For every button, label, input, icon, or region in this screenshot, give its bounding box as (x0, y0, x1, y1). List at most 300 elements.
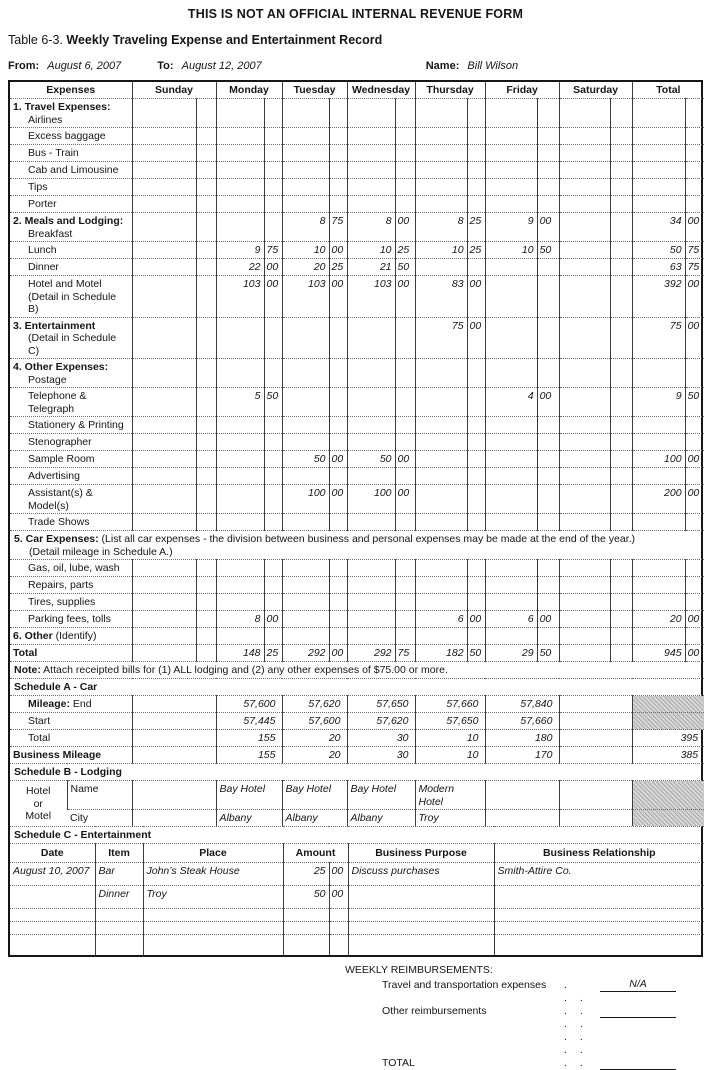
amount-cell: 50 (347, 451, 395, 468)
entertainment-cell (143, 922, 283, 935)
amount-cell (132, 276, 196, 318)
cents-cell (196, 560, 216, 577)
schedule-a-label: Total (10, 730, 132, 747)
amount-cell (485, 179, 537, 196)
expense-row (10, 628, 704, 645)
amount-cell (132, 128, 196, 145)
amount-cell (632, 628, 685, 645)
cents-cell (610, 162, 632, 179)
amount-cell (559, 388, 610, 417)
cents-cell (196, 645, 216, 662)
amount-cell: 8 (347, 213, 395, 242)
mileage-cell (132, 730, 216, 747)
mileage-cell: 20 (282, 730, 347, 747)
amount-cell (216, 434, 264, 451)
cents-cell (467, 514, 485, 531)
expense-row (10, 417, 704, 434)
schedule-b-row-label: City (67, 810, 132, 827)
amount-cell (347, 317, 395, 359)
expense-header-row (10, 82, 704, 99)
cents-cell (537, 317, 559, 359)
amount-cell (632, 468, 685, 485)
cents-cell (196, 99, 216, 128)
cents-cell (395, 577, 415, 594)
column-header: Place (143, 844, 283, 863)
amount-cell (485, 485, 537, 514)
entertainment-cell: Dinner (95, 886, 143, 909)
to-field (157, 60, 261, 72)
cents-cell: 00 (537, 213, 559, 242)
amount-cell (415, 577, 467, 594)
entertainment-cell (95, 935, 143, 956)
amount-cell (282, 417, 329, 434)
to-value: August 12, 2007 (181, 60, 262, 72)
entertainment-cell (283, 935, 329, 956)
amount-cell (485, 451, 537, 468)
lodging-cell: Albany (282, 810, 347, 827)
cents-cell (329, 468, 347, 485)
reimbursement-line (382, 992, 711, 1018)
amount-cell: 8 (415, 213, 467, 242)
cents-cell (264, 628, 282, 645)
amount-cell (282, 468, 329, 485)
column-header: Saturday (559, 82, 632, 99)
expense-label: Advertising (10, 468, 132, 485)
schedule-a-row (10, 696, 704, 713)
cents-cell (196, 162, 216, 179)
amount-cell (485, 628, 537, 645)
amount-cell (415, 434, 467, 451)
amount-cell (132, 388, 196, 417)
amount-cell (632, 434, 685, 451)
column-header: Date (10, 844, 95, 863)
expense-row (10, 276, 704, 318)
mileage-cell: 57,840 (485, 696, 559, 713)
cents-cell (610, 196, 632, 213)
expense-row (10, 468, 704, 485)
amount-cell (347, 577, 395, 594)
mileage-cell (559, 713, 632, 730)
expense-label: Cab and Limousine (10, 162, 132, 179)
mileage-cell: 57,660 (415, 696, 485, 713)
cents-cell (467, 628, 485, 645)
amount-cell: 34 (632, 213, 685, 242)
schedule-b-row (10, 781, 704, 810)
amount-cell (216, 594, 264, 611)
expense-label: Excess baggage (10, 128, 132, 145)
expense-label: Note: Attach receipted bills for (1) ALL lodging and (2) any other expenses of $75.00 or more. (10, 662, 704, 679)
entertainment-cell (348, 935, 494, 956)
amount-cell (347, 611, 395, 628)
amount-cell (216, 179, 264, 196)
entertainment-cell (494, 922, 704, 935)
expense-label: 5. Car Expenses: (List all car expenses - the division between business and personal expenses may be made at the end of the year.) (Detail mileage in Schedule A.) (10, 531, 704, 560)
cents-cell: 00 (467, 611, 485, 628)
cents-cell (395, 99, 415, 128)
amount-cell: 8 (282, 213, 329, 242)
expense-row (10, 594, 704, 611)
amount-cell (632, 514, 685, 531)
name-value: Bill Wilson (467, 60, 519, 72)
amount-cell: 292 (347, 645, 395, 662)
mileage-cell: 57,600 (216, 696, 282, 713)
mileage-cell: 170 (485, 747, 559, 764)
amount-cell (415, 485, 467, 514)
cents-cell (610, 359, 632, 388)
expense-label: 4. Other Expenses: Postage (10, 359, 132, 388)
expense-label: Stenographer (10, 434, 132, 451)
expense-row (10, 213, 704, 242)
cents-cell (329, 162, 347, 179)
amount-cell (485, 434, 537, 451)
cents-cell (537, 577, 559, 594)
cents-cell (537, 259, 559, 276)
entertainment-cell: 00 (329, 863, 348, 886)
mileage-cell: 57,620 (347, 713, 415, 730)
cents-cell (537, 162, 559, 179)
entertainment-row (10, 863, 704, 886)
entertainment-cell (143, 909, 283, 922)
expense-row (10, 514, 704, 531)
amount-cell: 182 (415, 645, 467, 662)
amount-cell (559, 514, 610, 531)
cents-cell: 00 (264, 276, 282, 318)
lodging-cell (132, 810, 216, 827)
cents-cell: 00 (329, 645, 347, 662)
disclaimer-banner: THIS IS NOT AN OFFICIAL INTERNAL REVENUE FORM (187, 7, 524, 21)
amount-cell (132, 434, 196, 451)
cents-cell (685, 628, 704, 645)
cents-cell (685, 560, 704, 577)
cents-cell: 75 (685, 242, 704, 259)
cents-cell (610, 99, 632, 128)
schedule-b-header (10, 764, 704, 781)
cents-cell (610, 468, 632, 485)
amount-cell: 292 (282, 645, 329, 662)
amount-cell (347, 128, 395, 145)
amount-cell (559, 317, 610, 359)
amount-cell (632, 577, 685, 594)
amount-cell (347, 359, 395, 388)
expense-row (10, 128, 704, 145)
cents-cell: 75 (685, 259, 704, 276)
cents-cell (537, 514, 559, 531)
amount-cell (282, 145, 329, 162)
cents-cell (537, 276, 559, 318)
column-header: Sunday (132, 82, 216, 99)
expense-label: Porter (10, 196, 132, 213)
amount-cell: 10 (282, 242, 329, 259)
amount-cell: 100 (282, 485, 329, 514)
amount-cell (347, 468, 395, 485)
cents-cell (395, 417, 415, 434)
cents-cell (264, 179, 282, 196)
entertainment-cell (348, 886, 494, 909)
hotel-or-motel-label: Hotel or Motel (10, 781, 67, 827)
amount-cell (415, 145, 467, 162)
cents-cell (264, 128, 282, 145)
entertainment-cell: Discuss purchases (348, 863, 494, 886)
entertainment-cell (329, 935, 348, 956)
amount-cell (132, 317, 196, 359)
amount-cell (216, 162, 264, 179)
expense-row (10, 531, 704, 560)
column-header: Expenses (46, 84, 96, 96)
cents-cell (467, 359, 485, 388)
cents-cell (467, 145, 485, 162)
cents-cell (264, 162, 282, 179)
cents-cell (537, 485, 559, 514)
entertainment-cell (329, 909, 348, 922)
amount-cell (216, 485, 264, 514)
expense-row (10, 259, 704, 276)
cents-cell: 00 (685, 611, 704, 628)
lodging-cell: Bay Hotel (347, 781, 415, 810)
amount-cell (216, 99, 264, 128)
amount-cell (132, 162, 196, 179)
amount-cell: 103 (347, 276, 395, 318)
cents-cell (395, 611, 415, 628)
reimbursement-label: Other reimbursements (382, 1005, 487, 1017)
amount-cell (632, 128, 685, 145)
cents-cell: 00 (395, 213, 415, 242)
cents-cell: 00 (467, 317, 485, 359)
expense-label: Parking fees, tolls (10, 611, 132, 628)
cents-cell (610, 514, 632, 531)
expense-label: Hotel and Motel (Detail in Schedule B) (10, 276, 132, 318)
amount-cell: 945 (632, 645, 685, 662)
lodging-cell: Albany (216, 810, 282, 827)
cents-cell (196, 628, 216, 645)
amount-cell (559, 213, 610, 242)
amount-cell: 75 (632, 317, 685, 359)
cents-cell (196, 594, 216, 611)
amount-cell (485, 259, 537, 276)
expense-row (10, 434, 704, 451)
amount-cell (559, 468, 610, 485)
entertainment-cell (348, 922, 494, 935)
cents-cell (395, 196, 415, 213)
amount-cell (282, 99, 329, 128)
cents-cell (329, 514, 347, 531)
cents-cell (610, 179, 632, 196)
amount-cell (632, 99, 685, 128)
from-value: August 6, 2007 (47, 60, 122, 72)
column-header: Item (95, 844, 143, 863)
amount-cell (282, 128, 329, 145)
amount-cell: 9 (485, 213, 537, 242)
amount-cell: 21 (347, 259, 395, 276)
amount-cell: 10 (347, 242, 395, 259)
schedule-a-header (10, 679, 704, 696)
lodging-cell: Bay Hotel (282, 781, 347, 810)
amount-cell: 20 (282, 259, 329, 276)
cents-cell (467, 560, 485, 577)
lodging-cell: Troy (415, 810, 485, 827)
expense-row (10, 645, 704, 662)
amount-cell (415, 128, 467, 145)
mileage-cell: 30 (347, 747, 415, 764)
schedule-a-title: Schedule A - Car (10, 679, 704, 696)
expense-label: Bus - Train (10, 145, 132, 162)
amount-cell (216, 628, 264, 645)
amount-cell (347, 99, 395, 128)
amount-cell (282, 196, 329, 213)
lodging-cell (132, 781, 216, 810)
cents-cell (264, 577, 282, 594)
amount-cell (216, 514, 264, 531)
reimbursement-label: Travel and transportation expenses (382, 979, 547, 991)
cents-cell (329, 196, 347, 213)
schedule-a-row (10, 730, 704, 747)
mileage-cell: 180 (485, 730, 559, 747)
amount-cell (559, 577, 610, 594)
mileage-cell: 10 (415, 747, 485, 764)
mileage-cell: 395 (632, 730, 704, 747)
amount-cell (347, 196, 395, 213)
amount-cell (282, 560, 329, 577)
cents-cell (264, 560, 282, 577)
cents-cell (685, 359, 704, 388)
mileage-cell (559, 747, 632, 764)
amount-cell (216, 196, 264, 213)
amount-cell (485, 162, 537, 179)
cents-cell (610, 628, 632, 645)
cents-cell (685, 145, 704, 162)
cents-cell (196, 451, 216, 468)
cents-cell: 00 (685, 485, 704, 514)
table-title: Weekly Traveling Expense and Entertainment Record (66, 33, 383, 47)
amount-cell: 50 (632, 242, 685, 259)
amount-cell (132, 645, 196, 662)
amount-cell (415, 179, 467, 196)
form-meta (8, 60, 703, 72)
amount-cell (559, 259, 610, 276)
amount-cell (632, 162, 685, 179)
cents-cell (610, 434, 632, 451)
cents-cell (329, 99, 347, 128)
cents-cell (329, 145, 347, 162)
mileage-cell: 20 (282, 747, 347, 764)
cents-cell (329, 359, 347, 388)
amount-cell (347, 388, 395, 417)
cents-cell (196, 179, 216, 196)
cents-cell: 25 (467, 213, 485, 242)
amount-cell (559, 179, 610, 196)
cents-cell: 00 (685, 276, 704, 318)
cents-cell: 00 (329, 276, 347, 318)
expense-label: Total (10, 645, 132, 662)
column-header: Tuesday (282, 82, 347, 99)
cents-cell (537, 179, 559, 196)
expense-label: 3. Entertainment (Detail in Schedule C) (10, 317, 132, 359)
expense-row (10, 317, 704, 359)
cents-cell (610, 276, 632, 318)
cents-cell (610, 213, 632, 242)
amount-cell (632, 145, 685, 162)
cents-cell: 00 (329, 242, 347, 259)
amount-cell (485, 577, 537, 594)
entertainment-cell: August 10, 2007 (10, 863, 95, 886)
cents-cell (329, 434, 347, 451)
cents-cell: 00 (467, 276, 485, 318)
cents-cell (395, 162, 415, 179)
amount-cell (559, 645, 610, 662)
amount-cell (632, 179, 685, 196)
expense-row (10, 196, 704, 213)
amount-cell (132, 560, 196, 577)
amount-cell: 29 (485, 645, 537, 662)
amount-cell (132, 359, 196, 388)
expense-row (10, 451, 704, 468)
cents-cell (537, 359, 559, 388)
amount-cell (132, 259, 196, 276)
cents-cell (610, 388, 632, 417)
amount-cell (415, 162, 467, 179)
expense-label: Lunch (10, 242, 132, 259)
cents-cell: 00 (537, 611, 559, 628)
amount-cell (559, 611, 610, 628)
cents-cell (395, 560, 415, 577)
schedule-a-label: Start (10, 713, 132, 730)
expense-label: Repairs, parts (10, 577, 132, 594)
cents-cell: 75 (329, 213, 347, 242)
cents-cell (196, 196, 216, 213)
amount-cell: 75 (415, 317, 467, 359)
cents-cell (537, 99, 559, 128)
amount-cell (132, 594, 196, 611)
amount-cell (632, 196, 685, 213)
amount-cell (282, 611, 329, 628)
cents-cell (685, 162, 704, 179)
cents-cell (196, 388, 216, 417)
mileage-cell (632, 696, 704, 713)
amount-cell (132, 628, 196, 645)
cents-cell (467, 259, 485, 276)
amount-cell (216, 317, 264, 359)
cents-cell: 50 (467, 645, 485, 662)
cents-cell (610, 645, 632, 662)
cents-cell (264, 451, 282, 468)
cents-cell (685, 594, 704, 611)
amount-cell: 63 (632, 259, 685, 276)
entertainment-cell: John’s Steak House (143, 863, 283, 886)
amount-cell (485, 196, 537, 213)
cents-cell (196, 434, 216, 451)
cents-cell (264, 196, 282, 213)
amount-cell: 200 (632, 485, 685, 514)
cents-cell (610, 451, 632, 468)
cents-cell (395, 594, 415, 611)
cents-cell: 00 (264, 611, 282, 628)
leader-dots: . . . . . . . . (564, 1018, 588, 1069)
entertainment-row (10, 922, 704, 935)
cents-cell: 25 (264, 645, 282, 662)
cents-cell (537, 468, 559, 485)
cents-cell (395, 317, 415, 359)
amount-cell (485, 145, 537, 162)
cents-cell (467, 577, 485, 594)
cents-cell (395, 128, 415, 145)
amount-cell: 10 (415, 242, 467, 259)
entertainment-cell (95, 922, 143, 935)
mileage-cell: 385 (632, 747, 704, 764)
column-header: Business Purpose (348, 844, 494, 863)
column-header: Amount (283, 844, 348, 863)
amount-cell: 9 (632, 388, 685, 417)
cents-cell (467, 594, 485, 611)
cents-cell (395, 388, 415, 417)
